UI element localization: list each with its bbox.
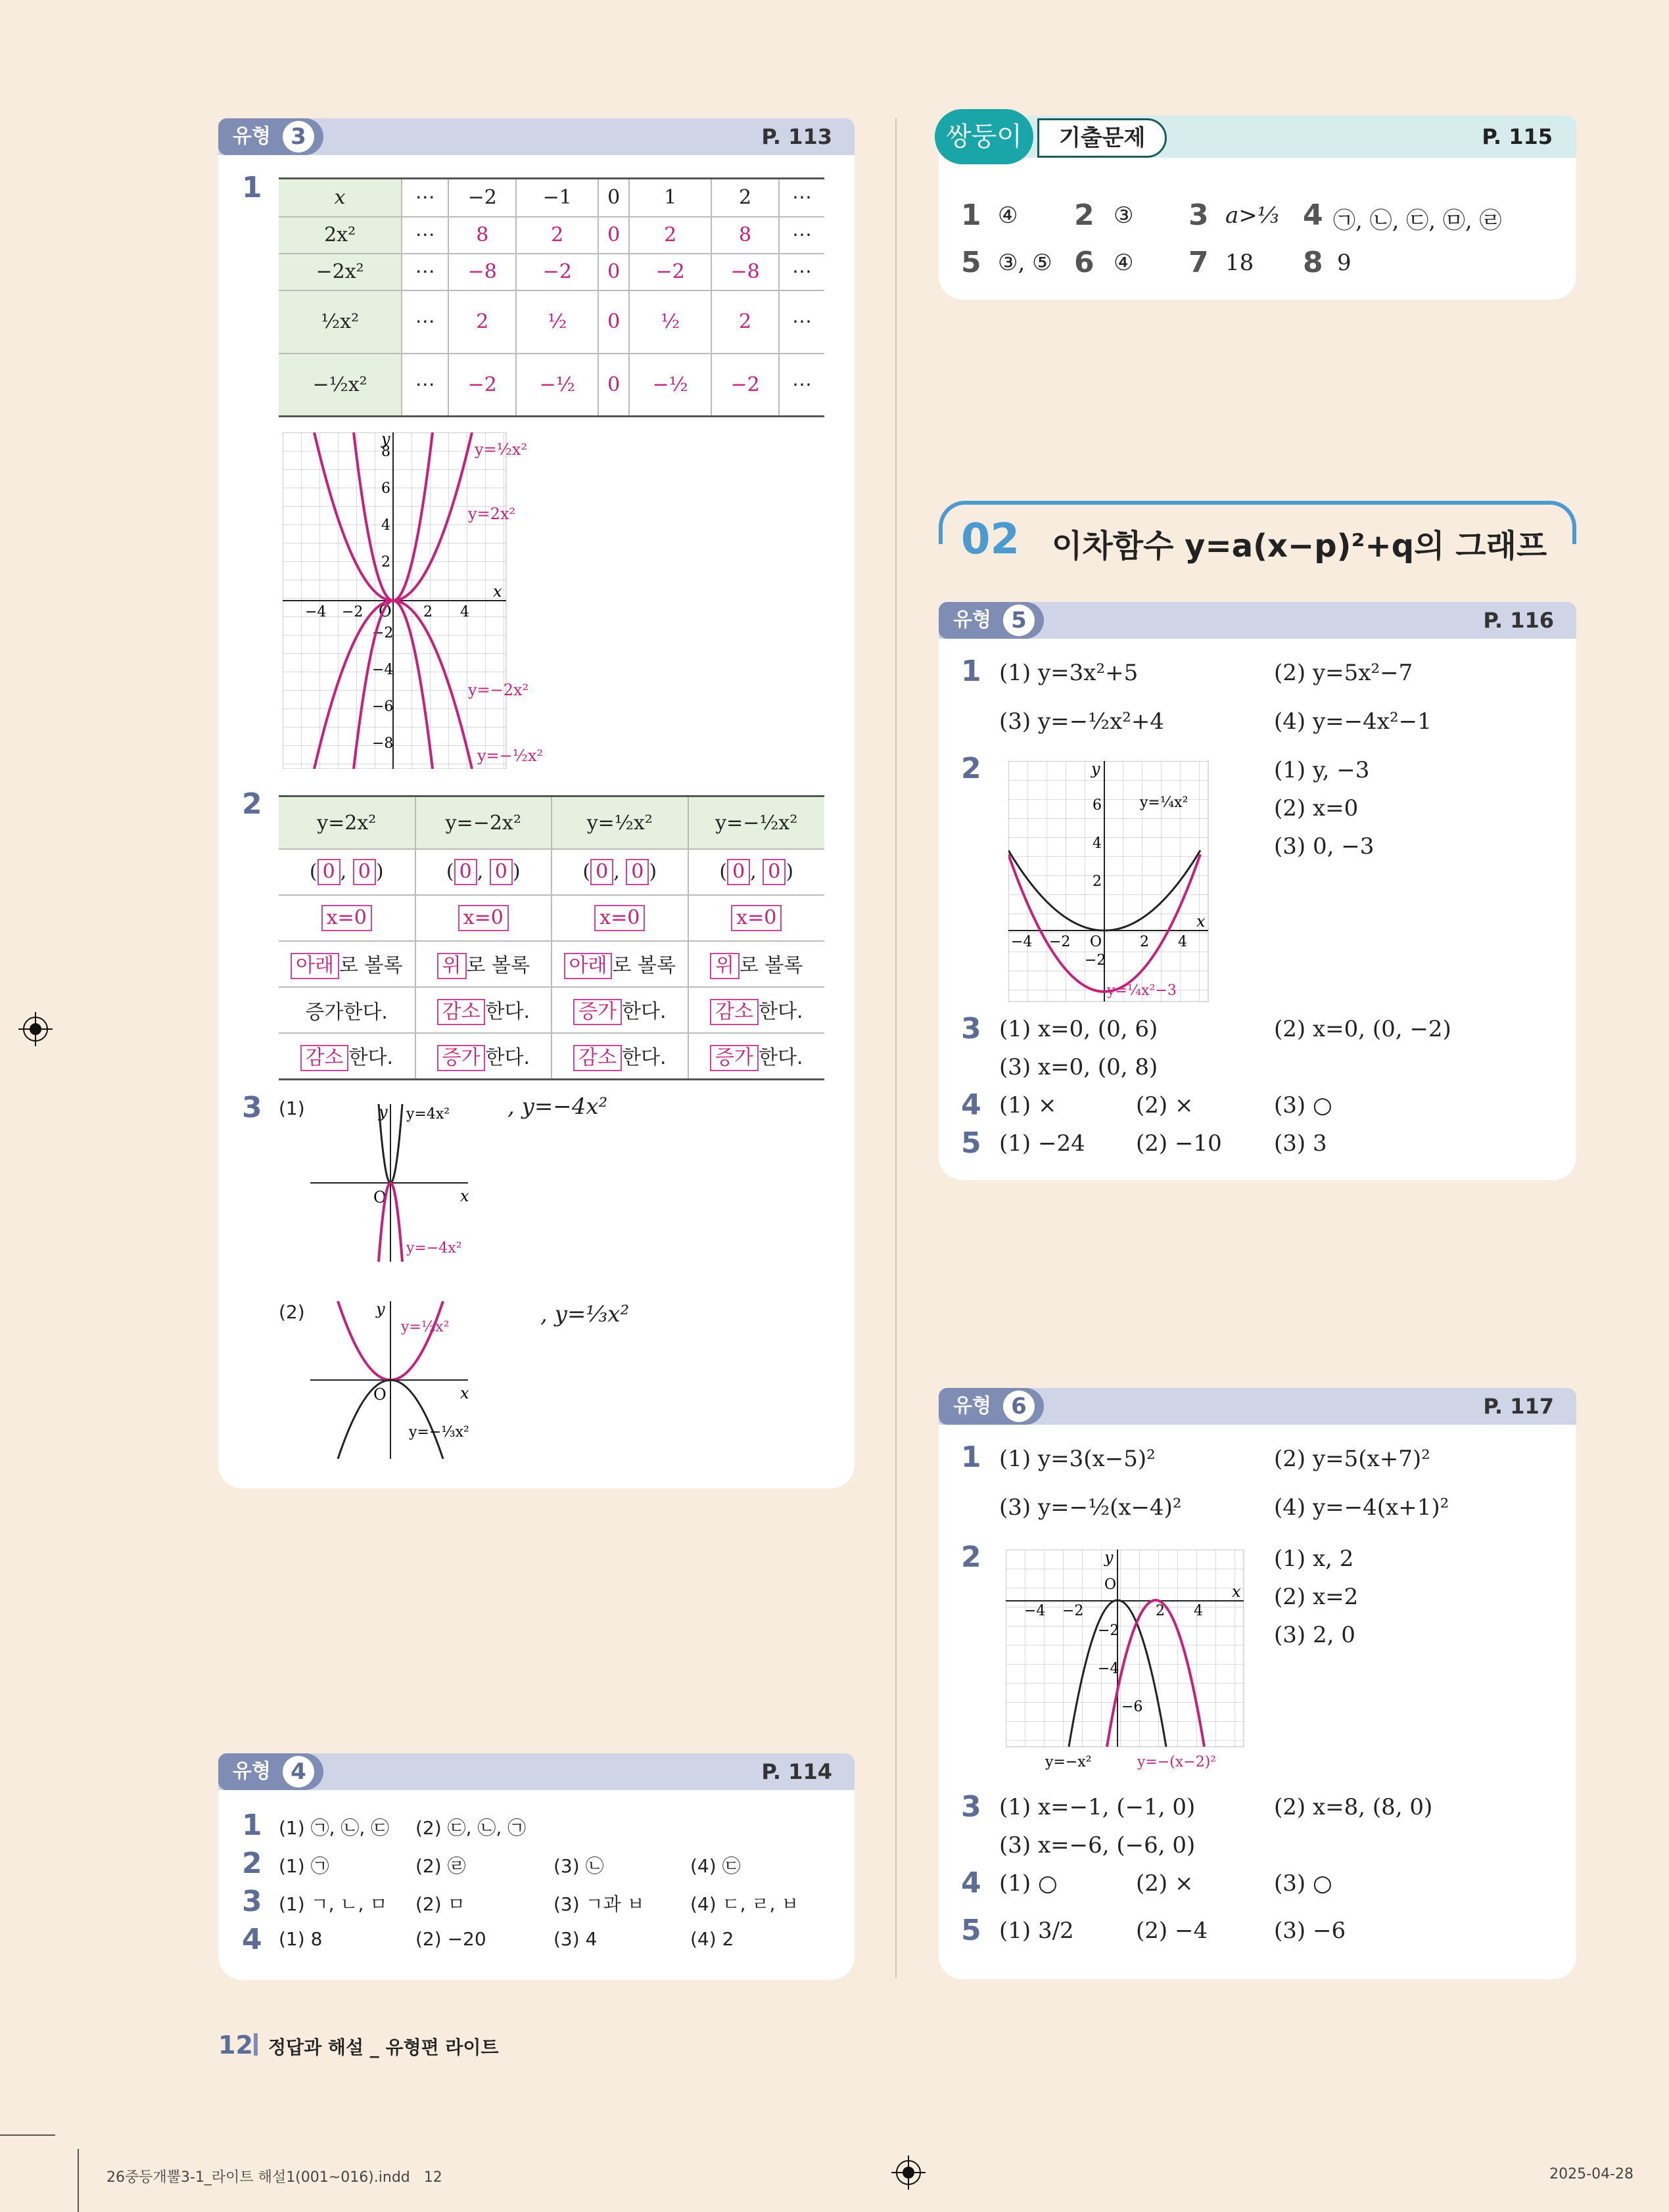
cell: −2x² [279,254,402,290]
trend-cell: 증가 한다. [415,1033,552,1080]
svg-text:8: 8 [381,444,390,460]
svg-text:−6: −6 [372,699,394,715]
answer: (2) −10 [1136,1130,1222,1157]
graph-label: y=½x² [475,440,528,459]
cell: −½ [629,354,711,417]
cell: ⋯ [779,354,824,417]
svg-text:y: y [376,1301,385,1318]
type6-header [939,1388,1576,1425]
q2-table [279,795,824,1080]
graph-label: y=¼x²−3 [1107,982,1177,999]
section-title [939,501,1576,573]
axis-cell: x=0 [279,895,415,941]
cell: 1 [629,179,711,217]
cell: 8 [711,217,779,254]
q-number: 2 [961,752,981,785]
exam-panel: 쌍둥이 기출문제 P. 115 1 ④ 2 ③ 3 a>⅓ 4 ㉠, ㉡, ㉢, ㉤, ㉣ 5 ③, ⑤ 6 ④ 7 18 8 9 [939,116,1576,300]
trend-cell: 증가 한다. [688,1033,825,1080]
answer: (4) y=−4(x+1)² [1274,1494,1449,1521]
type6-badge: 유형 6 [939,1388,1044,1425]
svg-text:−4: −4 [1098,1661,1119,1677]
graph-label: y=2x² [468,505,516,523]
answer: (1) x=−1, (−1, 0) [999,1794,1196,1820]
svg-text:O: O [373,1188,387,1207]
graph-label: y=−½x² [477,747,544,765]
q-number: 3 [961,1790,981,1824]
cell: 0 [598,254,629,290]
svg-text:y: y [1104,1550,1114,1567]
cell: 0 [598,179,629,217]
cell: ⋯ [779,254,824,290]
svg-text:−4: −4 [372,662,394,678]
q-number: 4 [961,1088,981,1122]
answer: (3) 3 [1274,1130,1327,1157]
answer: (2) x=0 [1274,795,1359,821]
answer: (3) x=−6, (−6, 0) [999,1832,1196,1858]
cell: −½ [516,354,598,417]
cell: ⋯ [402,217,448,254]
cell: x [279,179,402,217]
svg-text:x: x [1196,912,1206,931]
head: y=2x² [279,796,415,850]
cell: ⋯ [779,217,824,254]
cell: ½ [516,290,598,354]
vertex-cell: ( 0 , 0 ) [415,849,552,895]
cell: ⋯ [402,254,448,290]
cell: −½x² [279,354,402,417]
type3-num: 3 [283,121,314,152]
svg-text:−2: −2 [1049,934,1071,950]
cell: ⋯ [402,179,448,217]
cell: 0 [598,354,629,417]
q3-graph-1 [310,1104,507,1262]
footer-divider [254,2033,258,2056]
exam-title: 기출문제 [1037,118,1167,158]
svg-text:y: y [381,432,390,448]
svg-text:y: y [1091,761,1100,778]
cell: 2 [711,179,779,217]
answer: (1) x, 2 [1274,1546,1354,1572]
svg-text:x: x [1232,1582,1241,1601]
answer: (1) ○ [999,1870,1058,1897]
svg-text:−8: −8 [372,735,394,752]
q-number: 1 [961,1440,981,1474]
q3-part2-answer: , y=⅓x² [540,1301,630,1327]
cell: 2 [629,217,711,254]
registration-mark-icon [891,2155,926,2190]
svg-text:O: O [373,1385,387,1404]
cell: 2 [448,290,516,354]
trend-cell: 증가 한다. [552,987,688,1033]
answer: (3) 2, 0 [1274,1622,1355,1648]
cell: −2 [711,354,779,417]
type5-graph [1008,761,1212,1004]
exam-logo: 쌍둥이 [935,109,1033,164]
answer: (2) × [1136,1870,1194,1897]
cell: ⋯ [779,290,824,354]
footer-title: 정답과 해설 _ 유형편 라이트 [268,2037,499,2058]
q3-number: 3 [242,1091,262,1124]
answer: (2) x=2 [1274,1584,1359,1610]
crop-mark [0,2134,55,2136]
svg-text:2: 2 [1093,873,1102,890]
registration-mark-icon [18,1012,53,1046]
head: y=½x² [552,796,688,850]
cell: −2 [448,354,516,417]
svg-text:−2: −2 [1062,1603,1084,1619]
section-number: 02 [954,515,1026,564]
answer: (1) −24 [999,1130,1085,1157]
print-file-info: 26중등개뿔3-1_라이트 해설1(001~016).indd 12 [106,2169,442,2186]
graph-label: y=⅓x² [401,1319,450,1335]
svg-text:O: O [1104,1577,1117,1593]
graph-label: y=−(x−2)² [1137,1754,1217,1770]
type4-panel: 유형 4 P. 114 1 (1) ㉠, ㉡, ㉢ (2) ㉢, ㉡, ㉠ 2 (1) ㉠ (2) ㉣ (3) ㉡ (4) ㉢ 3 (1) ㄱ, ㄴ, ㅁ (2) ㅁ (3) ㄱ과 ㅂ (4) ㄷ, ㄹ, ㅂ 4 (1) 8 (2) −20 (3) 4 (4) 2 [218,1753,855,1980]
answer: (2) x=8, (8, 0) [1274,1794,1433,1820]
graph-label: y=−4x² [406,1240,462,1256]
q1-graph [283,432,585,769]
type6-page-ref: P. 117 [1483,1394,1554,1419]
q-number: 5 [961,1126,981,1160]
svg-text:2: 2 [381,554,390,570]
cell: ½ [629,290,711,354]
shape-cell: 아래 로 볼록 [279,941,415,987]
q-number: 4 [961,1866,981,1900]
type3-badge: 유형 3 [218,118,323,155]
svg-text:x: x [460,1187,469,1205]
vertex-cell: ( 0 , 0 ) [688,849,825,895]
svg-text:−4: −4 [1024,1603,1046,1619]
q-number: 2 [961,1540,981,1574]
svg-text:−2: −2 [1098,1623,1119,1639]
svg-text:−6: −6 [1121,1699,1143,1715]
trend-cell: 감소 한다. [688,987,825,1033]
answer: (2) y=5x²−7 [1274,660,1413,686]
cell: −2 [629,254,711,290]
answer: (1) x=0, (0, 6) [999,1016,1158,1042]
svg-text:−2: −2 [342,604,364,620]
head: y=−2x² [415,796,552,850]
type5-panel [939,602,1576,1180]
answer: (1) × [999,1092,1057,1118]
trend-cell: 감소 한다. [279,1033,415,1080]
svg-text:2: 2 [1156,1603,1165,1619]
axis-cell: x=0 [415,895,552,941]
column-divider [895,118,897,1978]
type4-page-ref: P. 114 [761,1759,832,1784]
answer: (2) −4 [1136,1918,1208,1944]
cell: 0 [598,290,629,354]
type5-header [939,602,1576,639]
q1-number: 1 [242,171,262,204]
cell: ½x² [279,290,402,354]
type3-panel [218,118,855,1488]
axis-cell: x=0 [552,895,688,941]
graph-label: y=−x² [1045,1754,1092,1770]
shape-cell: 위 로 볼록 [415,941,552,987]
type5-page-ref: P. 116 [1483,608,1554,633]
vertex-cell: ( 0 , 0 ) [552,849,688,895]
cell: 2 [711,290,779,354]
cell: 2x² [279,217,402,254]
svg-text:4: 4 [381,517,390,534]
answer: (2) x=0, (0, −2) [1274,1016,1451,1042]
trend-cell: 감소 한다. [552,1033,688,1080]
type6-graph [1006,1550,1249,1773]
answer: (3) 0, −3 [1274,833,1375,860]
cell: −2 [448,179,516,217]
q3-part1-label: (1) [279,1097,305,1119]
graph-label: y=−⅓x² [409,1424,469,1440]
answer: (2) × [1136,1092,1194,1118]
answer: (3) x=0, (0, 8) [999,1054,1158,1080]
section-heading: 이차함수 y=a(x−p)²+q의 그래프 [1046,520,1552,566]
trend-cell: 감소 한다. [415,987,552,1033]
cell: −8 [711,254,779,290]
answer: (3) ○ [1274,1092,1332,1118]
svg-text:4: 4 [460,604,469,620]
svg-text:4: 4 [1178,934,1187,950]
axis-cell: x=0 [688,895,825,941]
type5-badge: 유형 5 [939,602,1044,639]
q3-graph-2 [310,1301,507,1459]
graph-label: y=−2x² [468,681,529,699]
shape-cell: 위 로 볼록 [688,941,825,987]
cell: ⋯ [402,354,448,417]
svg-text:−2: −2 [372,625,394,641]
q-number: 3 [961,1012,981,1046]
svg-text:6: 6 [381,480,390,497]
cell: −8 [448,254,516,290]
svg-text:2: 2 [423,604,433,620]
trend-cell: 증가한다. [279,987,415,1033]
answer: (3) y=−½(x−4)² [999,1494,1182,1521]
shape-cell: 아래 로 볼록 [552,941,688,987]
graph-label: y=¼x² [1140,795,1188,811]
crop-mark [78,2149,79,2212]
q-number: 5 [961,1914,981,1947]
print-date: 2025-04-28 [1549,2166,1634,2182]
answer: (4) y=−4x²−1 [1274,708,1432,735]
graph-label: y=4x² [406,1106,450,1122]
answer: (2) y=5(x+7)² [1274,1446,1430,1472]
svg-text:4: 4 [1194,1603,1203,1619]
exam-page-ref: P. 115 [1482,124,1553,149]
svg-text:x: x [460,1384,469,1402]
svg-text:−2: −2 [1085,952,1106,969]
cell: 8 [448,217,516,254]
footer-page-number: 12 [218,2031,253,2060]
answer: (1) 3/2 [999,1918,1074,1944]
q2-number: 2 [242,787,262,821]
svg-text:−4: −4 [305,604,327,620]
svg-text:4: 4 [1093,835,1102,852]
answer: (1) y, −3 [1274,757,1370,783]
type3-header [218,118,855,155]
svg-text:−4: −4 [1011,934,1033,950]
cell: ⋯ [402,290,448,354]
answer: (3) ○ [1274,1870,1332,1897]
answer: (1) y=3x²+5 [999,660,1139,686]
vertex-cell: ( 0 , 0 ) [279,849,415,895]
answer: (3) −6 [1274,1918,1346,1944]
answer: (1) y=3(x−5)² [999,1446,1156,1472]
q-number: 1 [961,655,981,688]
head: y=−½x² [688,796,825,850]
type4-header [218,1753,855,1790]
svg-text:x: x [493,582,502,601]
type6-panel [939,1388,1576,1979]
type3-page-ref: P. 113 [761,124,832,149]
cell: 2 [516,217,598,254]
svg-text:2: 2 [1140,934,1149,950]
svg-text:O: O [379,602,392,620]
answer: (3) y=−½x²+4 [999,708,1165,735]
q3-part2-label: (2) [279,1301,305,1323]
svg-text:y: y [379,1104,388,1121]
cell: 0 [598,217,629,254]
type4-badge: 유형 4 [218,1753,323,1790]
cell: −1 [516,179,598,217]
q1-value-table [279,177,824,417]
q3-part1-answer: , y=−4x² [507,1094,608,1120]
svg-text:6: 6 [1093,797,1102,814]
svg-text:O: O [1090,934,1102,950]
cell: ⋯ [779,179,824,217]
cell: −2 [516,254,598,290]
